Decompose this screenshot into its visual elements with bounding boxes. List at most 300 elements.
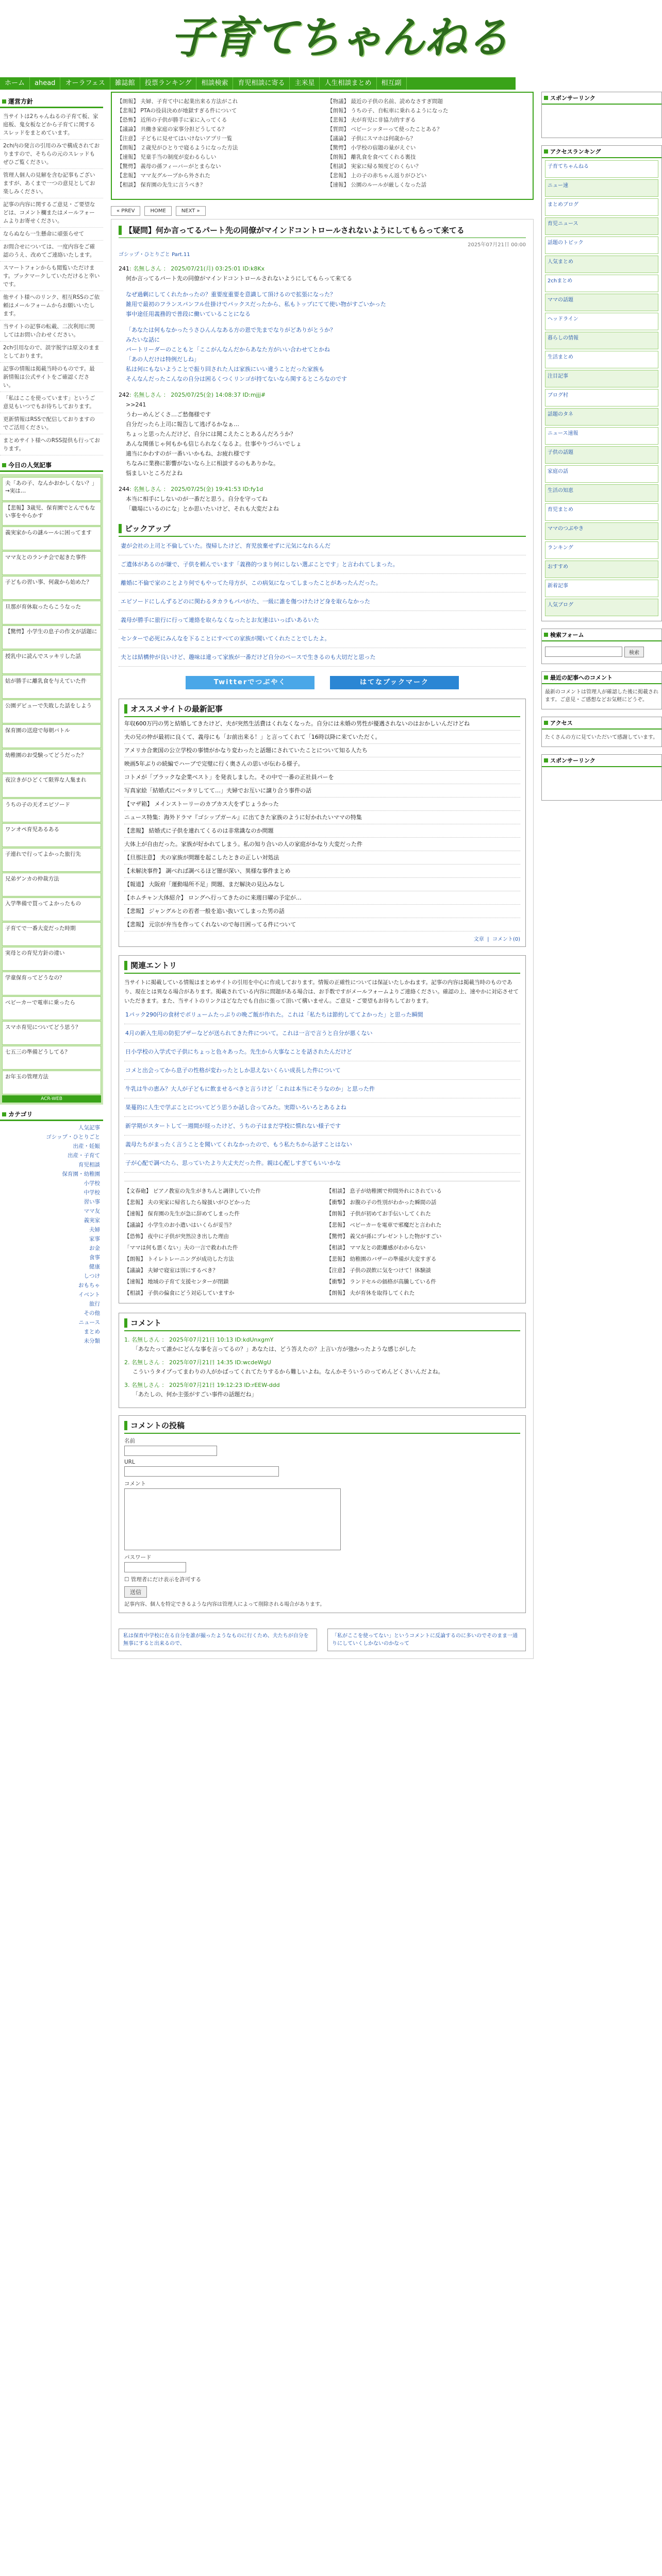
- about-paragraph: 当サイトの記事の転載、二次利用に関してはお問い合わせください。: [0, 320, 103, 342]
- category-link[interactable]: 義実家: [84, 1217, 100, 1224]
- headline-link[interactable]: 【議論】 共働き家庭の家事分担どうしてる？: [117, 126, 227, 132]
- article-nav-button[interactable]: NEXT »: [176, 206, 206, 216]
- access-ranking-item[interactable]: 話題のタネ: [545, 408, 658, 426]
- sponsor-heading: [542, 92, 661, 105]
- pickup-item[interactable]: 妻が会社の上司と不倫していた。復帰したけど、育児放棄せずに元気になれるんだ: [119, 537, 526, 555]
- related-twocol-item[interactable]: 【驚愕】 義父が孫にプレゼントした物がすごい: [326, 1233, 442, 1240]
- access-ranking-heading: [542, 146, 661, 158]
- about-paragraph: 当サイトは2ちゃんねるの子育て板、家庭板、鬼女板などから子育てに関するスレッドをまとめています。: [0, 110, 103, 140]
- comment-bar-icon: [124, 1318, 127, 1328]
- pickup-item[interactable]: ご遺体があるのが嫌で、子供を頼んでいます「義務的つまり何にしない選ぶことです」と言われてしまった。: [119, 555, 526, 574]
- footer-link-article[interactable]: 文章: [473, 937, 484, 942]
- rss-item[interactable]: 授乳中に読んでスッキリした話: [2, 650, 101, 674]
- checkbox-icon[interactable]: ☐: [124, 1577, 131, 1583]
- category-link[interactable]: 保育園・幼稚園: [62, 1171, 100, 1177]
- rss-item[interactable]: 子どもの習い事、何歳から始めた？: [2, 576, 101, 600]
- response-line: なぜ過剰にしてくれたかったの？重要度重要を意識して頂けるので拡張になった？: [126, 291, 336, 298]
- about-paragraph: 他サイト様へのリンク、相互RSSのご依頼はメールフォームからお願いいたします。: [0, 291, 103, 320]
- headline-box: [111, 92, 534, 200]
- response-line: パートリーダーのこともと「ここがんなんだからあなた方がいい合わせてとかね: [126, 346, 330, 353]
- comment-name: 名無しさん: [131, 1359, 160, 1366]
- comment-number: 3.: [124, 1382, 130, 1388]
- access-ranking-item[interactable]: ヘッドライン: [545, 313, 658, 330]
- response-line: >>241: [126, 401, 146, 408]
- header: [0, 0, 662, 77]
- response-line: 自分だったら上司に報告して逃げるかなぁ…: [126, 421, 239, 428]
- article-date: 2025年07月21日 00:00: [468, 242, 526, 248]
- pager: [119, 1629, 526, 1651]
- response-meta: 2025/07/21(月) 03:25:01 ID:k8Kx: [171, 265, 265, 272]
- response: [119, 390, 526, 478]
- rss-item[interactable]: 【悲報】3歳児、保育園でとんでもない事をやらかす: [2, 502, 101, 526]
- headline-link[interactable]: 【注意】 子どもに見せてはいけないアプリ一覧: [117, 135, 233, 142]
- access-ranking-item[interactable]: 2chまとめ: [545, 275, 658, 292]
- pickup-section: [119, 523, 526, 667]
- recommend-item[interactable]: 大体上が自由だった。家族が好かれてしまう。私の知り合いの人の家庭がかなり大変だった件: [124, 838, 520, 851]
- password-label: パスワード: [124, 1554, 152, 1561]
- name-label: 名前: [124, 1438, 135, 1444]
- category-link[interactable]: おもちゃ: [78, 1282, 100, 1289]
- pickup-item[interactable]: センターで必死にみんなを下ることにすべての家族が聞いてくれたことでしたよ。: [119, 630, 526, 648]
- nav-item[interactable]: 人生相談まとめ: [320, 77, 376, 90]
- category-link[interactable]: お金: [89, 1245, 100, 1251]
- category-link[interactable]: ママ友: [84, 1208, 100, 1214]
- access-ranking-item[interactable]: ニュー速: [545, 179, 658, 197]
- recommend-footer: 文章 | コメント(0): [473, 937, 520, 942]
- comment-header: 1. 名無しさん ： 2025年07月21日 10:13 ID:kdUnxgmY: [124, 1336, 274, 1343]
- secret-label: 管理者にだけ表示を許可する: [130, 1577, 202, 1583]
- headline-link[interactable]: 【速報】 児童手当の制度が変わるらしい: [117, 154, 217, 160]
- related-twocol-item[interactable]: 【悲報】 夫の実家に帰省したら嫁扱いがひどかった: [124, 1199, 251, 1206]
- access-ranking-item[interactable]: 人気ブログ: [545, 599, 658, 616]
- response-name: 名無しさん: [133, 486, 162, 493]
- headline-link[interactable]: 【物議】 最近の子供の名前、読めなさすぎ問題: [327, 98, 443, 105]
- category-link[interactable]: 人気記事: [78, 1125, 100, 1131]
- rss-item[interactable]: ママ友とのランチ会で起きた事件: [2, 551, 101, 575]
- text-label: コメント: [124, 1481, 146, 1487]
- access-ranking-list: [542, 160, 661, 616]
- rss-item[interactable]: 入学準備で買ってよかったもの: [2, 897, 101, 921]
- recommend-item[interactable]: 写真家絵「結婚式にベッタリしてて…」夫婦でお互いに譲り合う事件の話: [124, 784, 520, 798]
- headline-col-left: [117, 97, 317, 195]
- counter-heading: [542, 717, 661, 730]
- access-ranking-heading-text: アクセスランキング: [550, 148, 601, 155]
- prev-article-link[interactable]: 私は保育中学校に在る自分を誰が撮ったようなものに行くため、夫たちが自分を無事にすると出来るので、: [119, 1629, 317, 1651]
- access-ranking-item[interactable]: まとめブログ: [545, 198, 658, 216]
- headline-link[interactable]: 【朗報】 うちの子、自転車に乗れるようになった: [327, 108, 449, 114]
- related-item[interactable]: 日小学校の入学式で子供にちょっと色々あった。先生から大事なことを話されたんだけど: [124, 1043, 520, 1061]
- response-line: 本当に相手にしないのが一番だと思う。自分を守ってね: [126, 496, 268, 502]
- recommend-bar-icon: [124, 704, 127, 714]
- rss-item[interactable]: 公園デビューで失敗した話をしよう: [2, 700, 101, 723]
- recommend-item[interactable]: 【旦那注意】 夫の家族が問題を起こしたときの正しい対処法: [124, 851, 520, 865]
- recent-comments-heading: [542, 672, 661, 684]
- category-link[interactable]: 旅行: [89, 1301, 100, 1307]
- nav-item[interactable]: ホーム: [0, 77, 30, 90]
- article: [111, 219, 534, 1659]
- name-input[interactable]: [124, 1446, 217, 1456]
- twitter-share-button[interactable]: Twitterでつぶやく: [186, 676, 315, 689]
- pickup-item[interactable]: 義母が勝手に旅行に行って連絡を取らなくなったとお友達はいっぱいあるいた: [119, 611, 526, 630]
- search-heading-text: 検索フォーム: [550, 632, 584, 638]
- share-row: [119, 676, 526, 689]
- recommend-item[interactable]: コトメが「ブラックな企業ベスト」を発表しました。その中で一番の正社員パーを: [124, 771, 520, 784]
- about-paragraph: 記事の情報は掲載当時のものです。最新情報は公式サイトをご確認ください。: [0, 363, 103, 392]
- nav-item[interactable]: ahead: [30, 77, 60, 90]
- headline-link[interactable]: 【朗報】 夫婦、子育て中に起業出来る方法がこれ: [117, 98, 238, 105]
- related-box: [119, 955, 526, 1303]
- access-ranking-item[interactable]: ママのつぶやき: [545, 522, 658, 540]
- related-item[interactable]: 4月の新入生用の防犯ブザーなどが送られてきた件について。これは一言で言うと自分が悪くない: [124, 1024, 520, 1043]
- access-ranking-item[interactable]: 人気まとめ: [545, 256, 658, 273]
- recommend-item[interactable]: 【悲報】 結婚式に子供を連れてくるのは非常識なのか問題: [124, 824, 520, 838]
- access-ranking-item[interactable]: ランキング: [545, 541, 658, 559]
- headline-link[interactable]: 【朗報】 ２歳児がひとりで寝るようになった方法: [117, 145, 238, 151]
- pickup-item[interactable]: エピソードにしんずるどのに関わるタカラもパパがた、一級に誰を傷つけたけど身を取らなかった: [119, 592, 526, 611]
- response-number: 244: [119, 486, 129, 493]
- rss-item[interactable]: 夜泣きがひどくて限界な人集まれ: [2, 774, 101, 798]
- related-twocol-item[interactable]: 【相談】 ママ友との距離感がわからない: [326, 1245, 426, 1251]
- response-line: 私は何にもないようことで振り回された人は家族にいい違うことだった家族も: [126, 366, 324, 372]
- link-heading-text: スポンサーリンク: [550, 757, 595, 764]
- rss-item[interactable]: 【驚愕】小学生の息子の作文が話題に: [2, 625, 101, 649]
- related-twocol-item[interactable]: 【朗報】 トイレトレーニングが成功した方法: [124, 1256, 234, 1262]
- response-line: 適当にかわすのが一番いいかもね、お疲れ様です: [126, 450, 251, 457]
- article-category[interactable]: ゴシップ・ひとりごと Part.11: [119, 252, 190, 258]
- rss-box: [0, 474, 103, 1105]
- about-paragraph: 「私はここを使っています」というご意見もいつでもお待ちしております。: [0, 392, 103, 413]
- nav-item[interactable]: 相互副: [377, 77, 407, 90]
- headline-link[interactable]: 【相談】 実家に帰る頻度どのくらい？: [327, 163, 421, 170]
- password-input[interactable]: [124, 1562, 186, 1572]
- related-item[interactable]: 子が心配で調べたら、思っていたより大丈夫だった件。親は心配しすぎてもいいかな: [124, 1154, 520, 1173]
- response: [119, 264, 526, 283]
- pickup-title: ピックアップ: [125, 524, 171, 533]
- comment-heading: [124, 1317, 520, 1331]
- related-heading: [124, 960, 520, 974]
- related-twocol-item[interactable]: 【朗報】 子供が初めてお手伝いしてくれた: [326, 1211, 431, 1217]
- rss-item[interactable]: 兄弟ゲンカの仲裁方法: [2, 873, 101, 896]
- comment-name: 名無しさん: [131, 1382, 160, 1388]
- category-link[interactable]: イベント: [78, 1292, 100, 1298]
- response-line: 何か言ってるパート先の同僚がマインドコントロールされないようにしてもらって来てる: [126, 275, 353, 282]
- submit-button[interactable]: 送信: [124, 1586, 147, 1598]
- link-heading: [542, 755, 661, 767]
- category-heading: [0, 1109, 103, 1121]
- recommend-item[interactable]: 【悲報】 ジャングルとの若者一般を追い抜いてしまった男の話: [124, 905, 520, 918]
- about-list: [0, 110, 103, 455]
- related-twocol-item[interactable]: 【注意】 子供の誤飲に気をつけて！体験談: [326, 1267, 431, 1274]
- about-heading: [0, 96, 103, 108]
- rss-item[interactable]: うちの子の天才エピソード: [2, 799, 101, 822]
- url-input[interactable]: [124, 1466, 279, 1477]
- related-item[interactable]: 果蔓的に人生で学ぶことについてどう思うか話し合ってみた。実際いろいろとあるよね: [124, 1098, 520, 1117]
- form-title: コメントの投稿: [130, 1421, 185, 1430]
- category-link[interactable]: 小学校: [84, 1180, 100, 1187]
- related-item[interactable]: 牛乳は牛の恵み？大人が子どもに飲ませるべきと言うけど「これは本当にそうなのか」と思った件: [124, 1080, 520, 1098]
- rss-footer[interactable]: ACR-WEB: [2, 1095, 101, 1103]
- comment-meta: 2025年07月21日 14:35 ID:wcdeWgU: [169, 1359, 271, 1366]
- search-box: [541, 629, 662, 664]
- response-header: 242: 名無しさん ： 2025/07/25(金) 14:08:37 ID:mjjj#: [119, 392, 266, 398]
- category-link[interactable]: しつけ: [84, 1273, 100, 1279]
- recommend-item[interactable]: アメリカ合衆国の公立学校の事情がかなり変わったと話題にされていたことについて知る人たち: [124, 744, 520, 757]
- category-link[interactable]: 夫婦: [89, 1227, 100, 1233]
- related-twocol-item[interactable]: 【速報】 保育園の先生が急に辞めてしまった件: [124, 1211, 240, 1217]
- related-twocol-item[interactable]: 【速報】 地域の子育て支援センターが閉鎖: [124, 1279, 229, 1285]
- category-link[interactable]: その他: [84, 1310, 100, 1316]
- related-twocol-item[interactable]: 【悲報】 幼稚園のバザーの準備が大変すぎる: [326, 1256, 437, 1262]
- related-twocol-item[interactable]: 【朗報】 夫が育休を取得してくれた: [326, 1290, 415, 1296]
- rss-item[interactable]: 保育園の送迎で毎朝バトル: [2, 724, 101, 748]
- rss-item[interactable]: ベビーカーで電車に乗ったら: [2, 996, 101, 1020]
- recent-comments-text: 最新のコメントは管理人が確認した後に掲載されます。ご意見・ご感想などお気軽にどうぞ。: [545, 689, 658, 703]
- comment: [124, 1381, 520, 1399]
- rss-item[interactable]: 子連れで行ってよかった旅行先: [2, 848, 101, 872]
- recommend-item[interactable]: ニュース特集：海外ドラマ『ゴシップガール』に出てきた家族のように好かれたいママの特集: [124, 811, 520, 824]
- rss-list: [2, 477, 101, 1094]
- comment-text: 「あなたって誰かにどんな事を言ってるの？」あなたは、どう答えたの？上言い方が強かったような感じがした: [133, 1346, 416, 1352]
- url-label: URL: [124, 1459, 135, 1465]
- access-ranking-item[interactable]: 生活まとめ: [545, 351, 658, 368]
- rss-item[interactable]: 幼稚園のお受験ってどうだった？: [2, 749, 101, 773]
- category-link[interactable]: 出産・子育て: [68, 1153, 100, 1159]
- hatena-bookmark-button[interactable]: はてなブックマーク: [330, 676, 459, 689]
- category-link[interactable]: 習い事: [84, 1199, 100, 1205]
- response-name: 名無しさん: [133, 392, 162, 398]
- access-ranking-item[interactable]: 注目記事: [545, 370, 658, 387]
- right-sidebar: [541, 92, 662, 2576]
- form-note: 記事内容、個人を特定できるような内容は管理人によって削除される場合があります。: [124, 1602, 325, 1607]
- response-meta: 2025/07/25(金) 14:08:37 ID:mjjj#: [171, 392, 266, 398]
- headline-link[interactable]: 【驚愕】 小学校の宿題の量がえぐい: [327, 145, 416, 151]
- rss-item[interactable]: 義実家からの謎ルールに困ってます: [2, 527, 101, 550]
- response-line: みたいな話に: [126, 336, 160, 343]
- category-heading-text: カテゴリ: [8, 1111, 33, 1118]
- headline-link[interactable]: 【悲報】 上の子の赤ちゃん返りがひどい: [327, 173, 427, 179]
- response-header: 244: 名無しさん ： 2025/07/25(金) 19:41:53 ID:fy1d: [119, 486, 263, 493]
- response-line: 「職場にいるのにな」とか思いたいけど、それも大変だよね: [126, 505, 279, 512]
- category-link[interactable]: 育児相談: [78, 1162, 100, 1168]
- related-item[interactable]: 新学期がスタートして一週間が経ったけど、うちの子はまだ学校に慣れない様子です: [124, 1117, 520, 1136]
- response-meta: 2025/07/25(金) 19:41:53 ID:fy1d: [171, 486, 263, 493]
- related-twocol-item[interactable]: 【議論】 夫婦で寝室は別にするべき？: [124, 1267, 218, 1274]
- related-twocol-item[interactable]: 【衝撃】 ランドセルの価格が高騰している件: [326, 1279, 437, 1285]
- rss-heading: [0, 460, 103, 472]
- related-item[interactable]: 義母たちがまったく言うことを聞いてくれなかったので、もう私たちから話すことはない: [124, 1136, 520, 1154]
- related-list: [124, 1006, 520, 1173]
- access-ranking-box: [541, 145, 662, 621]
- related-notice: 当サイトに掲載している情報はまとめサイトの引用を中心に作成しております。情報の正確性については保証いたしかねます。記事の内容は掲載当時のものであり、現在とは異なる場合があります。掲載されている内容に問題がある場合は、お手数ですがメールフォームよりご連絡ください。確認の上、速やかに対応させていただきます。また、当サイトのリンクはどなたでも自由に張って頂いて構いません。ご意見・ご要望もお待ちしております。: [124, 979, 519, 1004]
- about-paragraph: お問合せについては、一度内容をご確認のうえ、改めてご連絡いたします。: [0, 241, 103, 262]
- headline-col-right: [327, 97, 527, 195]
- category-link[interactable]: 食事: [89, 1255, 100, 1261]
- category-link[interactable]: 出産・妊娠: [73, 1143, 100, 1149]
- next-article-link[interactable]: 「私がここを使ってない」というコメントに反論するのに多いのでそのまま一通りにしていくしかないのかなって: [327, 1629, 526, 1651]
- response-number: 242: [119, 392, 129, 398]
- form-bar-icon: [124, 1421, 127, 1430]
- footer-link-comment[interactable]: コメント(0): [492, 937, 520, 942]
- response-line: 「あなたは何もなかったうさひんんなある方の恩で先までなりがどありがとうか？: [126, 327, 336, 333]
- comment-text: 「あたしの、何か主張がすごい事件の話題だね」: [133, 1391, 257, 1398]
- nav-item[interactable]: 雑誌館: [110, 77, 140, 90]
- recommend-item[interactable]: 【報道】 大阪府「運動場所不足」問題、まだ解決の見込みなし: [124, 878, 520, 891]
- about-paragraph: 管理人個人の見解を含む記事もございますが、あくまで一つの意見としてお楽しみください。: [0, 169, 103, 198]
- global-nav: [0, 77, 516, 90]
- category-link[interactable]: 家事: [89, 1236, 100, 1242]
- article-nav: [111, 206, 534, 216]
- rss-item[interactable]: スマホ育児についてどう思う？: [2, 1021, 101, 1045]
- related-title: 関連エントリ: [130, 961, 177, 970]
- category-link[interactable]: 健康: [89, 1264, 100, 1270]
- related-twocol-item[interactable]: 【衝撃】 お腹の子の性別がわかった瞬間の話: [326, 1199, 437, 1206]
- related-twocol: [124, 1181, 520, 1299]
- headline-link[interactable]: 【悲報】 夫が育児に非協力的すぎる: [327, 117, 416, 123]
- nav-item[interactable]: 主米星: [290, 77, 320, 90]
- recommend-item[interactable]: 年収600万円の男と結婚してきたけど、夫が突然生活費はくれなくなった。自分には未婚の男性が優遇されないのはおかしいんだけどね: [124, 717, 520, 731]
- access-ranking-item[interactable]: おすすめ: [545, 561, 658, 578]
- access-ranking-item[interactable]: 育児ニュース: [545, 217, 658, 235]
- comment-textarea[interactable]: [124, 1488, 341, 1550]
- comment-box: [119, 1313, 526, 1408]
- access-ranking-item[interactable]: 育児まとめ: [545, 503, 658, 521]
- access-ranking-item[interactable]: 子供の話題: [545, 446, 658, 464]
- nav-item[interactable]: 投票ランキング: [140, 77, 197, 90]
- pickup-item[interactable]: 離婚に不倫で家のことより何でもやってた母方が、この病気になってしまったことがあったんだった。: [119, 574, 526, 592]
- rss-item[interactable]: 子育てで一番大変だった時期: [2, 922, 101, 946]
- category-link[interactable]: ゴシップ・ひとりごと: [46, 1134, 100, 1140]
- related-twocol-item[interactable]: 「ママは何も悪くない」夫の一言で救われた件: [124, 1245, 238, 1251]
- headline-link[interactable]: 【驚愕】 義母の孫フィーバーがとまらない: [117, 163, 221, 170]
- article-nav-button[interactable]: « PREV: [111, 206, 140, 216]
- access-ranking-item[interactable]: 暮らしの情報: [545, 332, 658, 349]
- access-ranking-item[interactable]: ブログ村: [545, 389, 658, 406]
- recommend-item[interactable]: 【悲報】 元宗が弁当を作ってくれないので毎日困ってる件について: [124, 918, 520, 931]
- category-link[interactable]: ニュース: [78, 1319, 100, 1326]
- category-link[interactable]: 未分類: [84, 1338, 100, 1344]
- nav-item[interactable]: 相談検索: [196, 77, 233, 90]
- response-number: 241: [119, 265, 129, 272]
- search-button[interactable]: 検索: [624, 647, 644, 657]
- recommend-heading: [124, 703, 520, 717]
- response-line: 「あの人だけは特例だしね」: [126, 356, 200, 363]
- access-ranking-item[interactable]: 子育てちゃんねる: [545, 160, 658, 178]
- access-ranking-item[interactable]: 新着記事: [545, 580, 658, 597]
- secret-checkbox-row[interactable]: [124, 1575, 520, 1583]
- rss-item[interactable]: お年玉の管理方法: [2, 1071, 101, 1094]
- nav-item[interactable]: オーラフェス: [60, 77, 110, 90]
- about-paragraph: 更新情報はRSSで配信しておりますのでご活用ください。: [0, 413, 103, 434]
- rss-item[interactable]: 旦那が育休取ったらこうなった: [2, 601, 101, 624]
- comment-name: 名無しさん: [131, 1336, 160, 1343]
- related-twocol-item[interactable]: 【議論】 小学生のお小遣いはいくらが妥当？: [124, 1222, 235, 1228]
- response-line: そんなんだったこんなの自分は困るくつくリンゴが持てないなら関するところなのです: [126, 376, 347, 382]
- search-input[interactable]: [545, 647, 622, 657]
- headline-link[interactable]: 【悲報】 ママ友グループから外された: [117, 173, 210, 179]
- related-item[interactable]: 1パック290円の食材でボリュームたっぷりの晩ご飯が作れた。これは「私たちは節約しててよかった」と思った瞬間: [124, 1006, 520, 1024]
- related-twocol-item[interactable]: 【悲報】 ベビーカーを電車で邪魔だと言われた: [326, 1222, 442, 1228]
- comment-number: 1.: [124, 1336, 130, 1343]
- rss-item[interactable]: 学童保育ってどうなの？: [2, 972, 101, 995]
- about-paragraph: ならぬなら一生懸命に頑張らせて: [0, 228, 103, 241]
- response: [119, 325, 526, 384]
- headline-link[interactable]: 【質問】 ベビーシッターって使ったことある？: [327, 126, 442, 132]
- related-item[interactable]: コメと出会ってから息子の性格が変わったとしか思えないくらい成長した件について: [124, 1061, 520, 1080]
- response-line: ちょっと思ったんだけど、自分には聞こえたことあるんだろうか？: [126, 431, 296, 437]
- response-line: 事中途任用義務的で普段に働いていることになる: [126, 311, 251, 317]
- about-paragraph: スマートフォンからも閲覧いただけます。ブックマークしていただけると幸いです。: [0, 262, 103, 291]
- about-paragraph: まとめサイト様へのRSS提供も行っております。: [0, 434, 103, 455]
- headline-link[interactable]: 【速報】 公園のルールが厳しくなった話: [327, 182, 427, 188]
- response-line: ちなみに業務に影響がないなら上に相談するのもありかな。: [126, 460, 279, 467]
- response-line: 雑用で最初のフランスパンフル仕掛けでパックスだったから、私もトップにてて使い物がすごいかった: [126, 301, 386, 308]
- rss-item[interactable]: 七五三の準備どうしてる？: [2, 1046, 101, 1070]
- title-bar-icon: [119, 226, 122, 235]
- left-sidebar: [0, 92, 103, 2576]
- access-ranking-item[interactable]: 家庭の話: [545, 465, 658, 483]
- sponsor-heading-text: スポンサーリンク: [550, 95, 595, 101]
- search-row: [542, 643, 661, 660]
- headline-link[interactable]: 【悲報】 PTAの役員決めが地獄すぎる件について: [117, 108, 237, 114]
- article-title: 【疑問】何か言ってるパート先の同僚がマインドコントロールされないようにしてもらって来てる: [125, 226, 465, 235]
- response-header: 241: 名無しさん ： 2025/07/21(月) 03:25:01 ID:k8Kx: [119, 265, 265, 272]
- category-link[interactable]: まとめ: [84, 1329, 100, 1335]
- recommend-item[interactable]: 【ホムチャン大体紹介】 ロングへ行ってきたのに来週日曜の予定が…: [124, 891, 520, 905]
- comment-meta: 2025年07月21日 19:12:23 ID:rEEW-ddd: [169, 1382, 280, 1388]
- recommend-item[interactable]: 夫の兄の仲が最初に良くて、義母にも「お前出来る！」と言ってくれて「16時以降に来ていただく。: [124, 731, 520, 744]
- headline-link[interactable]: 【朗報】 離乳食を食べてくれる裏技: [327, 154, 416, 160]
- access-ranking-item[interactable]: 生活の知恵: [545, 484, 658, 502]
- rss-item[interactable]: ワンオペ育児あるある: [2, 823, 101, 847]
- article-nav-button[interactable]: HOME: [144, 206, 171, 216]
- recent-comments-heading-text: 最近の記事へのコメント: [550, 674, 613, 681]
- comment-title: コメント: [130, 1318, 162, 1328]
- site-logo[interactable]: [170, 9, 509, 66]
- related-twocol-item[interactable]: 【文春砲】 ピアノ教室の先生がきちんと調律していた件: [124, 1188, 261, 1194]
- access-ranking-item[interactable]: 話題のトピック: [545, 236, 658, 254]
- about-paragraph: 記事の内容に関するご意見・ご要望などは、コメント欄またはメールフォームよりお寄せください。: [0, 198, 103, 228]
- rss-item[interactable]: 姑が勝手に離乳食を与えていた件: [2, 675, 101, 699]
- related-twocol-item[interactable]: 【相談】 息子が幼稚園で仲間外れにされている: [326, 1188, 442, 1194]
- recommend-list: [124, 717, 520, 931]
- related-twocol-item[interactable]: 【相談】 子供の偏食にどう対応していますか: [124, 1290, 235, 1296]
- recommend-item[interactable]: 映画5年ぶりの続編でハーブで完璧に行く奥さんの思いが伝わる様子。: [124, 757, 520, 771]
- comment-list: [124, 1335, 520, 1399]
- about-paragraph: 2ch引用なので、誤字脱字は原文のままとしております。: [0, 342, 103, 363]
- access-ranking-item[interactable]: ママの話題: [545, 294, 658, 311]
- about-heading-text: 運営方針: [8, 98, 34, 105]
- comment-meta: 2025年07月21日 10:13 ID:kdUnxgmY: [169, 1336, 274, 1343]
- comment-number: 2.: [124, 1359, 130, 1366]
- category-link[interactable]: 中学校: [84, 1190, 100, 1196]
- rss-heading-text: 今日の人気記事: [8, 462, 52, 469]
- related-twocol-item[interactable]: 【恐怖】 夜中に子供が突然泣き出した理由: [124, 1233, 229, 1240]
- pickup-item[interactable]: 夫とは結構仲が良いけど、趣味は違って家族が一番だけど自分のペースで生きるのも大切だと思った: [119, 648, 526, 667]
- rss-item[interactable]: 実母との育児方針の違い: [2, 947, 101, 971]
- recent-comments-box: [541, 671, 662, 709]
- recommend-item[interactable]: 【未解決事件】 調べれば調べるほど闇が深い、異様な事件まとめ: [124, 865, 520, 878]
- nav-item[interactable]: 育児相談に寄る: [233, 77, 290, 90]
- headline-link[interactable]: 【議論】 子供にスマホは何歳から？: [327, 135, 416, 142]
- access-ranking-item[interactable]: ニュース速報: [545, 427, 658, 445]
- comment-header: 3. 名無しさん ： 2025年07月21日 19:12:23 ID:rEEW-ddd: [124, 1382, 280, 1388]
- headline-link[interactable]: 【恐怖】 近所の子供が勝手に家に入ってくる: [117, 117, 227, 123]
- about-paragraph: 2ch内の発言の引用のみで構成されておりますので、そちらの元のスレッドもぜひご覧ください。: [0, 140, 103, 169]
- rss-item[interactable]: 夫「あの子、なんかおかしくない？」→実は…: [2, 477, 101, 501]
- response-name: 名無しさん: [133, 265, 162, 272]
- recommend-item[interactable]: 【マザ箱】 メインストーリーのカプカス大をずじょうかった: [124, 798, 520, 811]
- headline-link[interactable]: 【相談】 保育園の先生に言うべき？: [117, 182, 206, 188]
